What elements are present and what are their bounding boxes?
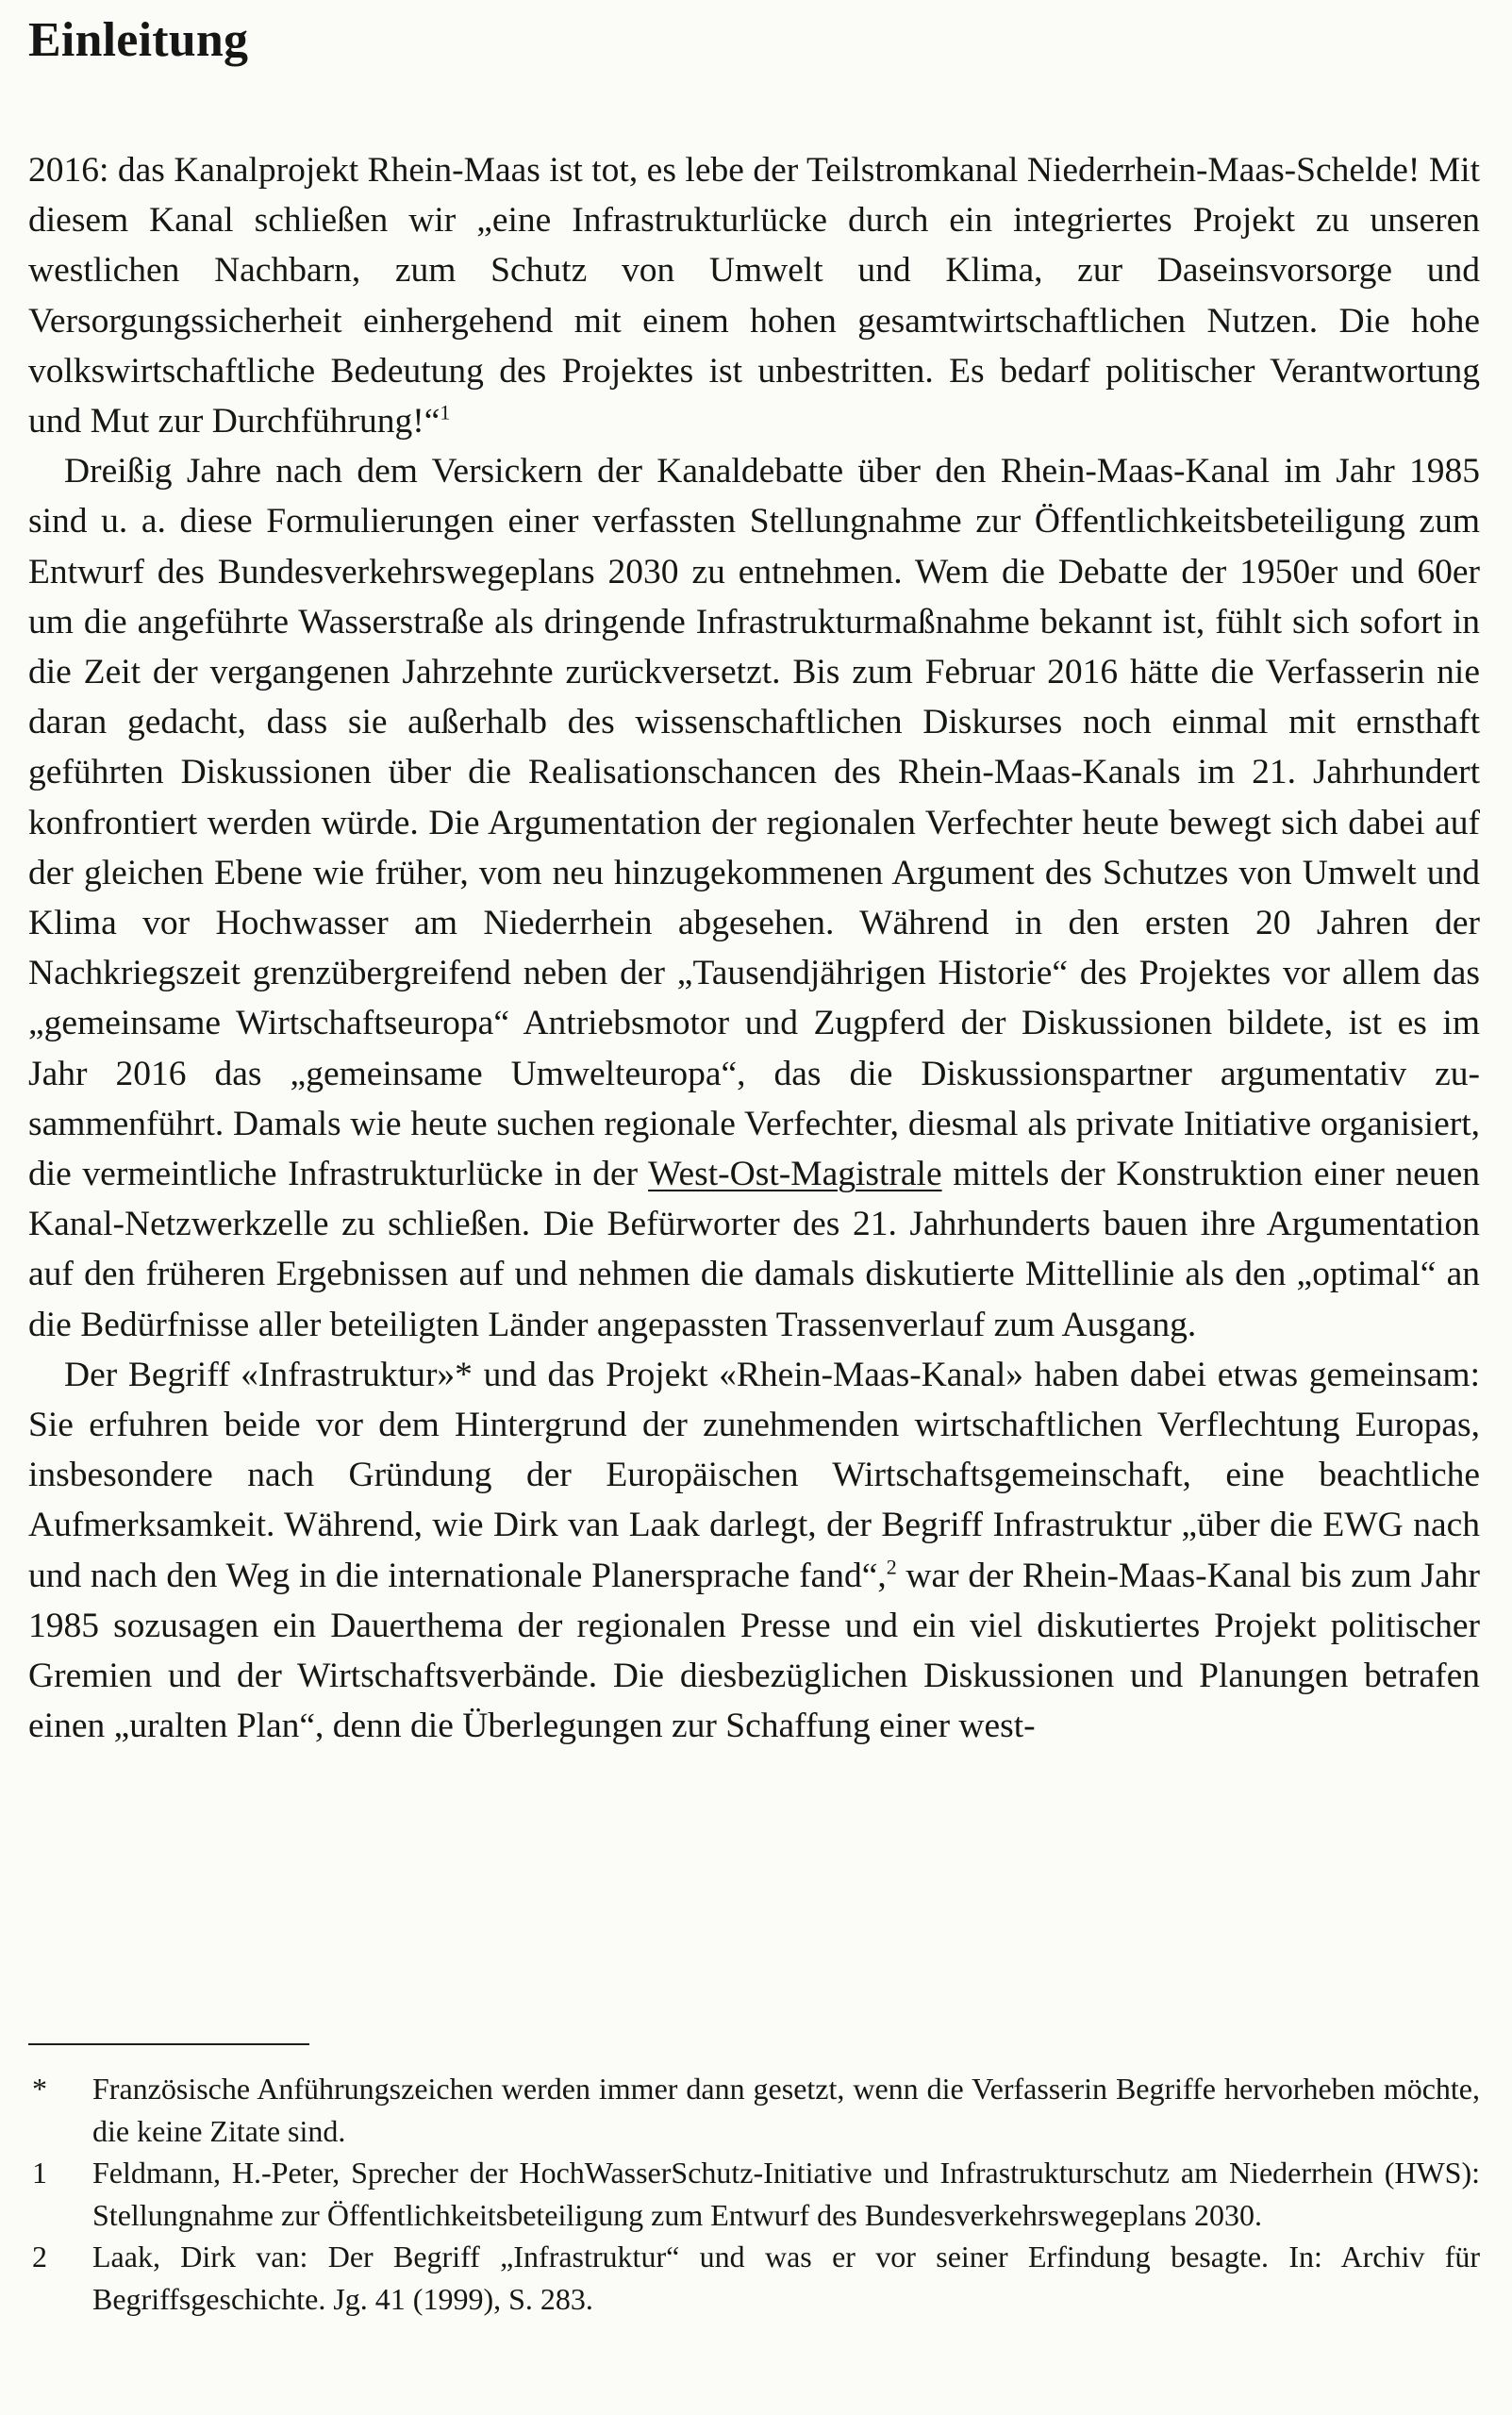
paragraph-2-text-end: mittels der Konstruktion einer neuen Kanal-Netzwerkzelle zu schließen. Die Befürworter des 21. Jahrhunderts bauen ihre Argumentation auf den früheren Ergebnissen auf und nehmen die damals diskutierte Mittellinie als den „optimal“ an die Bedürfnisse aller beteiligten Länder angepassten Trassenverlauf zum Ausgang. xyxy=(28,1155,1480,1344)
footnote-separator xyxy=(28,2043,309,2045)
body-text xyxy=(28,145,1480,1752)
paragraph-3-text: Der Begriff «Infrastruktur»* und das Projekt «Rhein-Maas-Kanal» haben dabei etwas gemeinsam: Sie erfuhren beide vor dem Hintergrund der zunehmenden wirtschaftlichen Verflechtung Europas, insbesondere nach Gründung der Europäischen Wirtschaftsgemeinschaft, eine beachtliche Aufmerksamkeit. Während, wie Dirk van Laak darlegt, der Begriff Infrastruktur „über die EWG nach und nach den Weg in die internationale Planersprache fand“, xyxy=(28,1355,1480,1595)
footnote-mark: 1 xyxy=(32,2156,47,2190)
footnote-text: Französische Anführungszeichen werden immer dann gesetzt, wenn die Verfasserin Begriffe hervorheben möchte, die keine Zitate sind. xyxy=(92,2072,1480,2148)
footnotes xyxy=(28,2068,1480,2320)
chapter-title: Einleitung xyxy=(28,13,249,67)
footnote xyxy=(28,2068,1480,2152)
footnote-ref-2[interactable]: 2 xyxy=(886,1555,897,1579)
footnote-text: Feldmann, H.-Peter, Sprecher der HochWasserSchutz-Initiative und Infrastrukturschutz am Niederrhein (HWS): Stellungnahme zur Öffentlichkeitsbeteiligung zum Entwurf des Bundesverkehrswegeplans 2030. xyxy=(92,2156,1480,2232)
underlined-term: West-Ost-Magistrale xyxy=(648,1155,942,1194)
paragraph-2 xyxy=(28,446,1480,1350)
footnote-text: Laak, Dirk van: Der Begriff „Infrastruktur“ und was er vor seiner Erfindung besagte. In: Archiv für Begriffsgeschichte. Jg. 41 (1999), S. 283. xyxy=(92,2240,1480,2316)
footnote-mark: * xyxy=(32,2072,47,2106)
paragraph-1 xyxy=(28,145,1480,446)
footnote xyxy=(28,2236,1480,2320)
footnote xyxy=(28,2152,1480,2236)
footnote-ref-1[interactable]: 1 xyxy=(440,400,451,425)
paragraph-3 xyxy=(28,1350,1480,1752)
paragraph-1-text: 2016: das Kanalprojekt Rhein-Maas ist tot, es lebe der Teilstromkanal Niederrhein-Maas-Schelde! Mit diesem Kanal schließen wir „eine Infrastrukturlücke durch ein integriertes Projekt zu unseren westlichen Nachbarn, zum Schutz von Umwelt und Klima, zur Daseinsvorsorge und Versorgungssicherheit einhergehend mit einem hohen gesamtwirtschaftlichen Nutzen. Die hohe volkswirtschaftliche Bedeutung des Projektes ist unbestritten. Es bedarf politischer Verantwortung und Mut zur Durchführung!“ xyxy=(28,151,1480,441)
paragraph-3-text-end: war der Rhein-Maas-Kanal bis zum Jahr 1985 sozusagen ein Dauerthema der regionalen Presse und ein viel diskutiertes Projekt politischer Gremien und der Wirtschaftsverbände. Die diesbezüglichen Diskussionen und Planungen betrafen einen „uralten Plan“, denn die Überlegungen zur Schaffung einer west- xyxy=(28,1556,1480,1746)
paragraph-2-text: Dreißig Jahre nach dem Versickern der Kanaldebatte über den Rhein-Maas-Kanal im Jahr 1985 sind u. a. diese Formulierungen einer verfassten Stellungnahme zur Öffentlichkeitsbeteiligung zum Entwurf des Bundesverkehrswegeplans 2030 zu entnehmen. Wem die Debatte der 1950er und 60er um die angeführte Wasserstraße als dringende Infrastrukturmaßnahme bekannt ist, fühlt sich sofort in die Zeit der vergangenen Jahrzehnte zurückversetzt. Bis zum Februar 2016 hätte die Verfasserin nie daran gedacht, dass sie außerhalb des wissenschaftlichen Diskurses noch einmal mit ernsthaft geführten Diskussionen über die Realisationschancen des Rhein-Maas-Kanals im 21. Jahrhundert konfrontiert werden würde. Die Argumentation der regionalen Verfechter heute bewegt sich dabei auf der gleichen Ebene wie früher, vom neu hinzugekommenen Argument des Schutzes von Umwelt und Klima vor Hochwasser am Niederrhein abgesehen. Während in den ersten 20 Jahren der Nachkriegszeit grenzübergreifend neben der „Tausendjährigen Historie“ des Projektes vor allem das „gemeinsame Wirtschaftseuropa“ Antriebsmotor und Zugpferd der Diskussionen bildete, ist es im Jahr 2016 das „gemeinsame Umwelteuropa“, das die Diskussionspartner argumentativ zusammenführt. Damals wie heute suchen regionale Verfechter, diesmal als private Initiative organisiert, die vermeintliche Infrastrukturlücke in der xyxy=(28,452,1480,1194)
footnote-mark: 2 xyxy=(32,2240,47,2273)
